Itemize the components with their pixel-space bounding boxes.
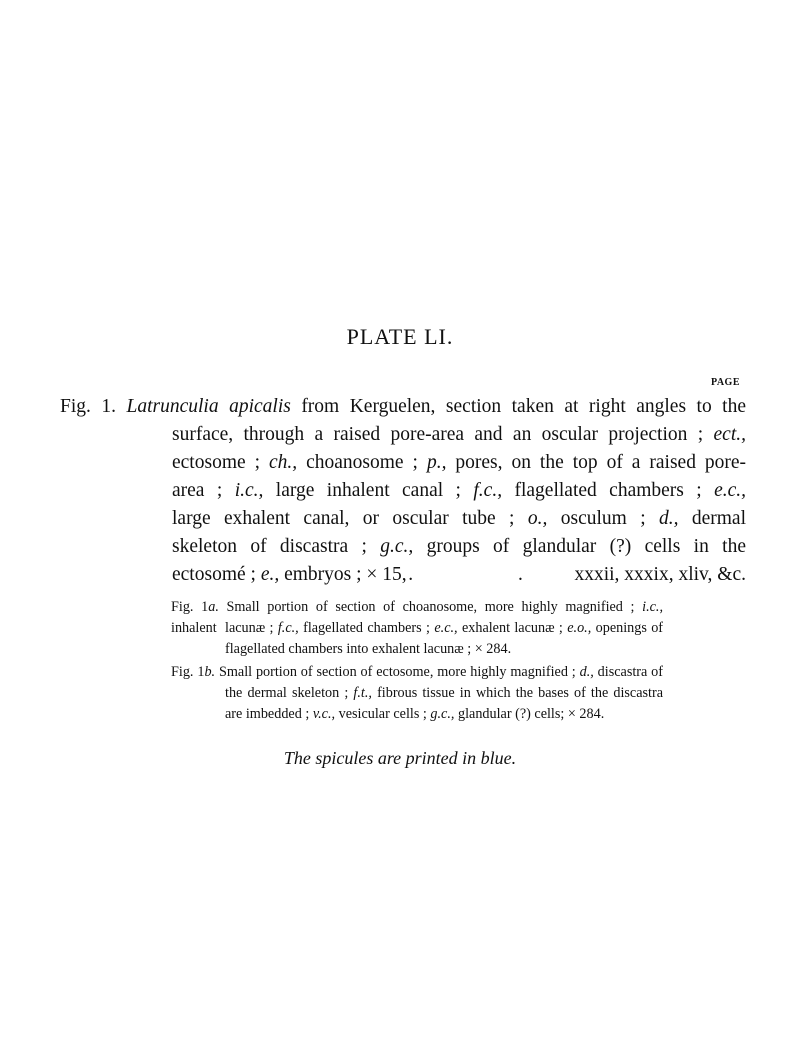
fig1-line-7 xyxy=(60,561,746,589)
abbr-o: o., xyxy=(527,508,548,529)
fig1-line-7-b: embryos ; × 15, xyxy=(284,564,407,585)
abbr-e: e., xyxy=(260,564,280,585)
fig1a-line-2-d: openings of xyxy=(595,620,664,636)
abbr-fc-1a: f.c., xyxy=(277,620,299,636)
fig1b-label: Fig. 1 xyxy=(171,664,205,680)
fig1-line-6-a: skeleton of discastra ; xyxy=(172,536,367,557)
figure-1b-description xyxy=(171,662,663,725)
fig1b-line-1-b: discastra of xyxy=(597,664,663,680)
fig1-line-6-b: groups of glandular (?) cells in the xyxy=(426,536,746,557)
fig1b-line-2 xyxy=(171,683,663,704)
abbr-ch: ch., xyxy=(268,452,298,473)
fig1-line-5-c: dermal xyxy=(691,508,746,529)
abbr-vc-1b: v.c., xyxy=(312,706,336,722)
fig1-line-2-text: surface, through a raised pore-area and an oscular projection ; xyxy=(172,424,704,445)
figure-1-description xyxy=(60,393,746,589)
fig1b-line-3-c: glandular (?) cells; × 284. xyxy=(457,706,605,722)
abbr-ect: ect., xyxy=(713,424,746,445)
plate-title: PLATE LI. xyxy=(346,324,454,349)
fig1a-line-3 xyxy=(171,639,663,660)
fig1-line-3 xyxy=(60,449,746,477)
abbr-gc-1b: g.c., xyxy=(430,706,455,722)
fig1a-line-2-b: flagellated chambers ; xyxy=(303,620,430,636)
fig1a-line-3-a: flagellated chambers into exhalent lacunæ ; × 284. xyxy=(225,641,512,657)
fig1-label: Fig. 1. xyxy=(60,396,116,417)
fig1-line-5-a: large exhalent canal, or oscular tube ; xyxy=(172,508,515,529)
fig1-line-7-a: ectosomé ; xyxy=(172,564,256,585)
fig1-line-3-c: pores, on the top of a raised pore- xyxy=(455,452,747,473)
fig1a-line-2 xyxy=(171,618,663,639)
fig1-line-1 xyxy=(60,393,746,421)
fig1b-line-1 xyxy=(171,662,663,683)
fig1a-line-1-b: inhalent xyxy=(171,620,217,636)
abbr-gc: g.c., xyxy=(380,536,414,557)
fig1b-line-3 xyxy=(171,704,663,725)
abbr-ic: i.c., xyxy=(234,480,264,501)
fig1-line-5 xyxy=(60,505,746,533)
fig1b-line-2-b: fibrous tissue in which the bases of the discastra xyxy=(377,685,664,701)
dot-leader: . . xyxy=(408,564,573,585)
abbr-d-1b: d., xyxy=(579,664,594,680)
abbr-d: d., xyxy=(658,508,679,529)
page-references: xxxii, xxxix, xliv, &c. xyxy=(574,564,746,585)
abbr-ic-1a: i.c., xyxy=(642,599,664,615)
fig1-line-6 xyxy=(60,533,746,561)
species-name: Latrunculia apicalis xyxy=(126,396,291,417)
spicules-note: The spicules are printed in blue. xyxy=(283,748,517,768)
fig1a-line-1-a: Small portion of section of choanosome, more highly magnified ; xyxy=(226,599,635,615)
fig1-line-4-a: area ; xyxy=(172,480,223,501)
fig1b-line-1-a: Small portion of section of ectosome, more highly magnified ; xyxy=(218,664,576,680)
fig1-line-4-c: flagellated chambers ; xyxy=(514,480,702,501)
fig1b-line-3-b: vesicular cells ; xyxy=(338,706,427,722)
fig1-line-4-b: large inhalent canal ; xyxy=(275,480,461,501)
fig1a-line-2-a: lacunæ ; xyxy=(225,620,274,636)
figure-1a-description xyxy=(171,597,663,660)
abbr-eo-1a: e.o., xyxy=(567,620,592,636)
fig1a-line-2-c: exhalent lacunæ ; xyxy=(461,620,563,636)
fig1-line-5-b: osculum ; xyxy=(560,508,646,529)
fig1-line-3-a: ectosome ; xyxy=(172,452,261,473)
fig1b-label-suffix: b. xyxy=(204,664,216,680)
fig1a-label: Fig. 1 xyxy=(171,599,209,615)
abbr-ec: e.c., xyxy=(714,480,747,501)
page-column-header: PAGE xyxy=(710,377,740,388)
fig1b-line-3-a: are imbedded ; xyxy=(225,706,310,722)
abbr-fc: f.c., xyxy=(473,480,503,501)
fig1-line-3-b: choanosome ; xyxy=(306,452,418,473)
abbr-ec-1a: e.c., xyxy=(434,620,458,636)
fig1-line-2 xyxy=(60,421,746,449)
abbr-p: p., xyxy=(426,452,447,473)
fig1a-label-suffix: a. xyxy=(208,599,219,615)
fig1-line-4 xyxy=(60,477,746,505)
fig1-line-1-text: from Kerguelen, section taken at right angles to the xyxy=(290,396,747,417)
fig1b-line-2-a: the dermal skeleton ; xyxy=(225,685,349,701)
abbr-ft-1b: f.t., xyxy=(353,685,372,701)
